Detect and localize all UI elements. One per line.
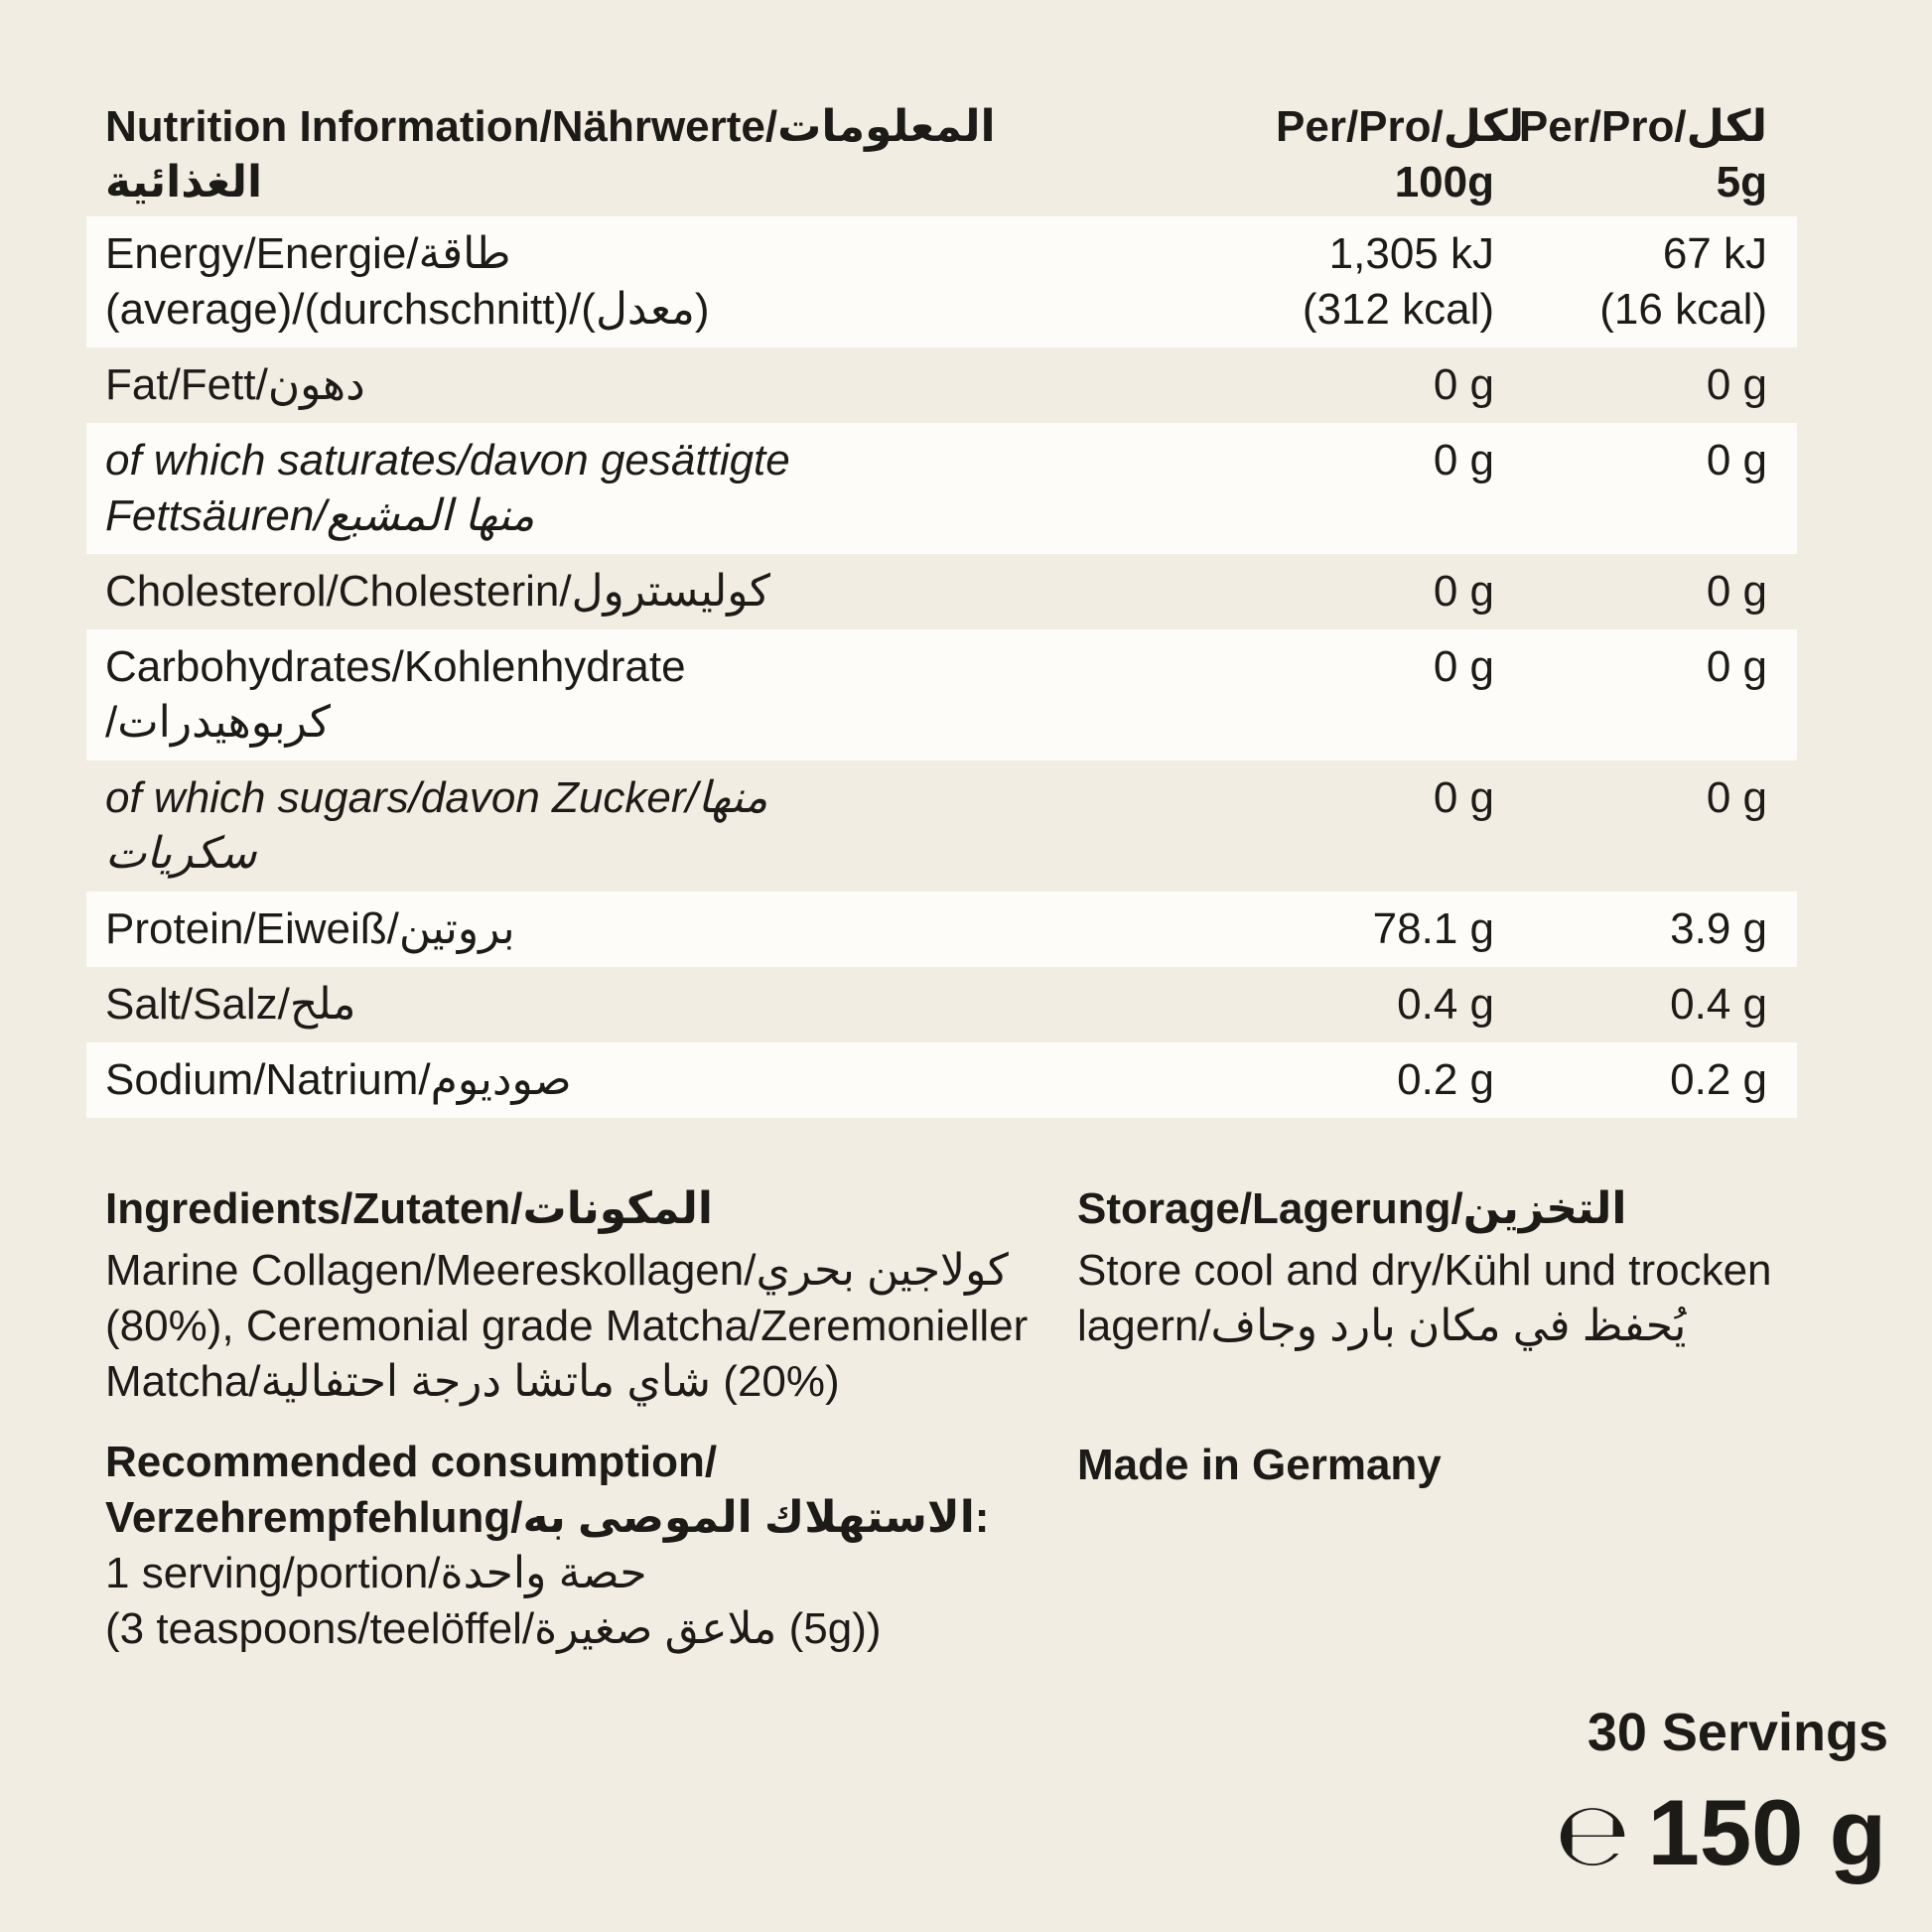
row-value-per5g bbox=[1494, 639, 1767, 695]
ingredients-line: Matcha/شاي ماتشا درجة احتفالية‎ (20%) bbox=[105, 1357, 840, 1406]
consumption-heading-line: Verzehrempfehlung/الاستهلاك الموصى به: bbox=[105, 1493, 990, 1542]
table-header bbox=[86, 99, 1797, 210]
row-value-per100g bbox=[1276, 770, 1494, 826]
table-row-energy bbox=[86, 216, 1797, 347]
row-value-line: 0 g bbox=[1706, 567, 1767, 616]
row-value-line: 0 g bbox=[1433, 773, 1494, 822]
row-value-line: 3.9 g bbox=[1670, 904, 1767, 953]
row-label-line: /كربوهيدرات bbox=[105, 698, 331, 747]
net-weight-value: 150 g bbox=[1647, 1780, 1886, 1884]
row-value-line: 0.2 g bbox=[1670, 1055, 1767, 1104]
row-value-per5g bbox=[1494, 901, 1767, 957]
column-header-line: 100g bbox=[1394, 158, 1494, 207]
row-value-per100g bbox=[1276, 639, 1494, 695]
row-label bbox=[105, 639, 1276, 751]
row-value-per100g bbox=[1276, 564, 1494, 620]
nutrition-table bbox=[86, 99, 1797, 1118]
ingredients-line: Marine Collagen/Meereskollagen/كولاجين بحري bbox=[105, 1246, 1009, 1295]
row-value-line: 0.4 g bbox=[1670, 980, 1767, 1029]
table-row-protein bbox=[86, 892, 1797, 967]
ingredients-section bbox=[105, 1181, 1058, 1410]
row-value-per100g bbox=[1276, 226, 1494, 338]
row-label-line: سكريات bbox=[105, 829, 257, 878]
row-label bbox=[105, 433, 1276, 544]
table-body bbox=[86, 216, 1797, 1118]
row-value-per100g bbox=[1276, 433, 1494, 488]
table-row-sodium bbox=[86, 1042, 1797, 1118]
row-value-line: 0 g bbox=[1433, 436, 1494, 484]
consumption-section bbox=[105, 1435, 1058, 1657]
row-value-line: 0 g bbox=[1706, 360, 1767, 409]
row-value-per5g bbox=[1494, 433, 1767, 488]
estimated-sign-icon: ℮ bbox=[1555, 1783, 1630, 1885]
row-value-line: 78.1 g bbox=[1372, 904, 1494, 953]
ingredients-heading: Ingredients/Zutaten/المكونات bbox=[105, 1184, 714, 1233]
row-value-per5g bbox=[1494, 357, 1767, 413]
consumption-heading-line: Recommended consumption/ bbox=[105, 1438, 718, 1486]
row-label-line: Sodium/Natrium/صوديوم bbox=[105, 1055, 572, 1104]
row-label-line: Fettsäuren/منها المشبع bbox=[105, 491, 535, 540]
row-value-per5g bbox=[1494, 770, 1767, 826]
row-value-per5g bbox=[1494, 226, 1767, 338]
row-value-line: 0 g bbox=[1706, 642, 1767, 691]
table-title-line: Nutrition Information/Nährwerte/المعلومات bbox=[105, 102, 996, 151]
table-row-cholesterol bbox=[86, 554, 1797, 629]
row-label-line: Cholesterol/Cholesterin/كوليسترول bbox=[105, 567, 770, 616]
row-value-line: 0 g bbox=[1433, 642, 1494, 691]
row-label-line: of which sugars/davon Zucker/منها bbox=[105, 773, 768, 822]
consumption-line: 1 serving/portion/حصة واحدة bbox=[105, 1549, 647, 1597]
row-label-line: Salt/Salz/ملح bbox=[105, 980, 356, 1029]
table-title bbox=[105, 99, 1276, 210]
row-value-per100g bbox=[1276, 977, 1494, 1033]
row-label bbox=[105, 564, 1276, 620]
row-value-line: 0 g bbox=[1433, 360, 1494, 409]
row-label-line: Protein/Eiweiß/بروتين bbox=[105, 904, 515, 953]
column-header-line: Per/Pro/لكل bbox=[1276, 102, 1525, 151]
row-value-per5g bbox=[1494, 1052, 1767, 1108]
table-row-sugars bbox=[86, 760, 1797, 892]
row-value-line: (312 kcal) bbox=[1302, 285, 1494, 334]
column-header-per5g bbox=[1494, 99, 1767, 210]
consumption-line: (3 teaspoons/teelöffel/ملاعق صغيرة‎ (5g)) bbox=[105, 1604, 882, 1653]
table-row-fat bbox=[86, 347, 1797, 423]
row-label-line: (average)/(durchschnitt)/(معدل) bbox=[105, 285, 710, 334]
row-value-line: 0 g bbox=[1433, 567, 1494, 616]
column-header-line: 5g bbox=[1716, 158, 1767, 207]
row-value-line: 0 g bbox=[1706, 436, 1767, 484]
row-label-line: Carbohydrates/Kohlenhydrate bbox=[105, 642, 686, 691]
row-label-line: of which saturates/davon gesättigte bbox=[105, 436, 790, 484]
row-value-line: (16 kcal) bbox=[1599, 285, 1767, 334]
column-header-per100g bbox=[1276, 99, 1525, 210]
row-label-line: Fat/Fett/دهون bbox=[105, 360, 365, 409]
row-value-per5g bbox=[1494, 977, 1767, 1033]
row-value-per5g bbox=[1494, 564, 1767, 620]
row-label bbox=[105, 977, 1276, 1033]
row-label bbox=[105, 226, 1276, 338]
table-row-carbohydrates bbox=[86, 629, 1797, 760]
row-value-line: 0.4 g bbox=[1397, 980, 1494, 1029]
row-value-per100g bbox=[1276, 901, 1494, 957]
ingredients-line: (80%), Ceremonial grade Matcha/Zeremonieller bbox=[105, 1302, 1029, 1350]
table-title-line: الغذائية bbox=[105, 158, 263, 207]
row-value-per100g bbox=[1276, 357, 1494, 413]
row-value-line: 0.2 g bbox=[1397, 1055, 1494, 1104]
table-row-salt bbox=[86, 967, 1797, 1042]
storage-line: lagern/يُحفظ في مكان بارد وجاف bbox=[1077, 1302, 1687, 1350]
storage-section bbox=[1077, 1181, 1891, 1354]
storage-line: Store cool and dry/Kühl und trocken bbox=[1077, 1246, 1772, 1295]
servings-count: 30 Servings bbox=[1587, 1703, 1888, 1762]
table-row-saturates bbox=[86, 423, 1797, 554]
row-label bbox=[105, 357, 1276, 413]
column-header-line: Per/Pro/لكل bbox=[1518, 102, 1767, 151]
net-weight bbox=[1555, 1780, 1886, 1885]
row-value-line: 1,305 kJ bbox=[1328, 229, 1494, 278]
row-label bbox=[105, 1052, 1276, 1108]
row-label-line: Energy/Energie/طاقة bbox=[105, 229, 511, 278]
made-in-label: Made in Germany bbox=[1077, 1441, 1442, 1489]
storage-heading: Storage/Lagerung/التخزين bbox=[1077, 1184, 1627, 1233]
row-label bbox=[105, 770, 1276, 882]
row-value-line: 0 g bbox=[1706, 773, 1767, 822]
row-label bbox=[105, 901, 1276, 957]
row-value-per100g bbox=[1276, 1052, 1494, 1108]
row-value-line: 67 kJ bbox=[1662, 229, 1767, 278]
